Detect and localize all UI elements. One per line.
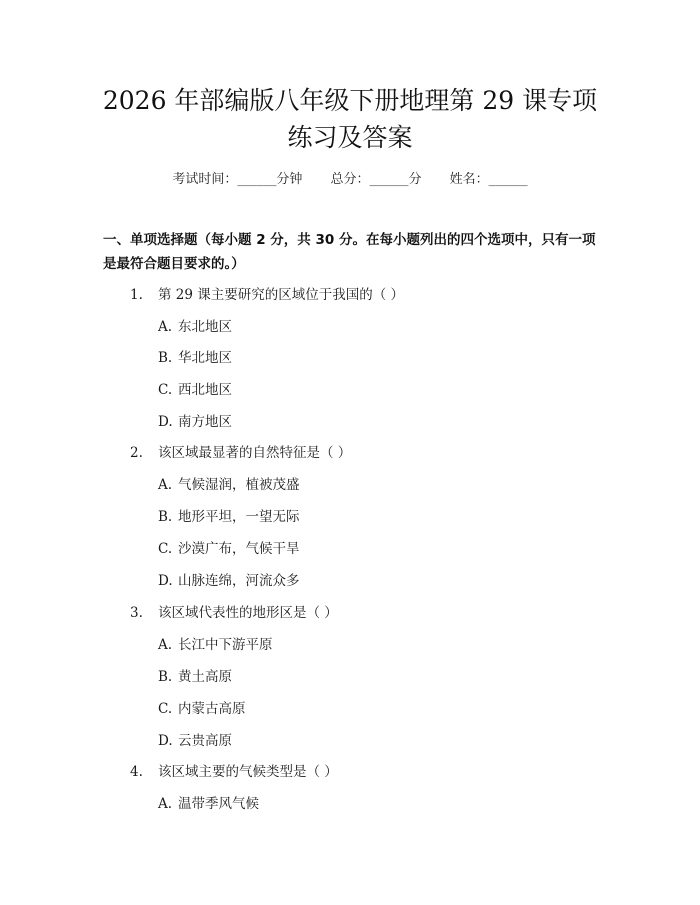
question [130,601,338,621]
answer-option [158,633,273,653]
option-text: 温带季风气候 [178,796,259,812]
answer-option [158,315,232,335]
question [130,283,404,303]
title-line-2: 练习及答案 [287,123,413,152]
question-number: 4. [130,764,143,780]
option-text: 南方地区 [178,414,232,430]
question-text: 第 29 课主要研究的区域位于我国的（ ） [158,287,405,303]
answer-option [158,792,259,812]
option-letter: A. [158,637,173,653]
answer-option [158,569,300,589]
option-text: 山脉连绵，河流众多 [178,573,300,589]
option-letter: D. [158,573,173,589]
answer-option [158,505,300,525]
option-text: 沙漠广布，气候干旱 [178,541,300,557]
answer-option [158,346,232,366]
answer-option [158,729,232,749]
answer-option [158,537,300,557]
option-text: 东北地区 [178,319,232,335]
answer-option [158,410,232,430]
answer-option [158,665,232,685]
question-number: 2. [130,445,143,461]
option-text: 内蒙古高原 [178,701,246,717]
exam-time-field: 考试时间：______分钟 [172,172,303,187]
option-letter: B. [158,350,173,366]
option-letter: C. [158,701,173,717]
option-text: 地形平坦，一望无际 [178,509,300,525]
option-letter: B. [158,669,173,685]
option-letter: A. [158,477,173,493]
answer-option [158,697,246,717]
answer-option [158,473,300,493]
option-letter: B. [158,509,173,525]
question-text: 该区域主要的气候类型是（ ） [158,764,338,780]
option-text: 云贵高原 [178,733,232,749]
exam-info [0,168,700,187]
answer-option [158,378,232,398]
question-text: 该区域最显著的自然特征是（ ） [158,445,352,461]
total-score-field: 总分：______分 [330,172,422,187]
question-number: 1. [130,287,143,303]
option-text: 黄土高原 [178,669,232,685]
option-letter: A. [158,319,173,335]
option-letter: A. [158,796,173,812]
option-text: 气候湿润，植被茂盛 [178,477,300,493]
option-letter: C. [158,382,173,398]
option-text: 西北地区 [178,382,232,398]
option-letter: D. [158,414,173,430]
option-text: 华北地区 [178,350,232,366]
question-number: 3. [130,605,143,621]
student-name-field: 姓名：______ [449,172,528,187]
option-text: 长江中下游平原 [178,637,273,653]
question [130,441,351,461]
option-letter: C. [158,541,173,557]
title-line-1: 2026 年部编版八年级下册地理第 29 课专项 [102,86,598,115]
question [130,760,338,780]
section-heading: 一、单项选择题（每小题 2 分，共 30 分。在每小题列出的四个选项中，只有一项是最符合题目要求的。） [103,232,596,272]
document-title [60,82,640,156]
option-letter: D. [158,733,173,749]
question-text: 该区域代表性的地形区是（ ） [158,605,338,621]
